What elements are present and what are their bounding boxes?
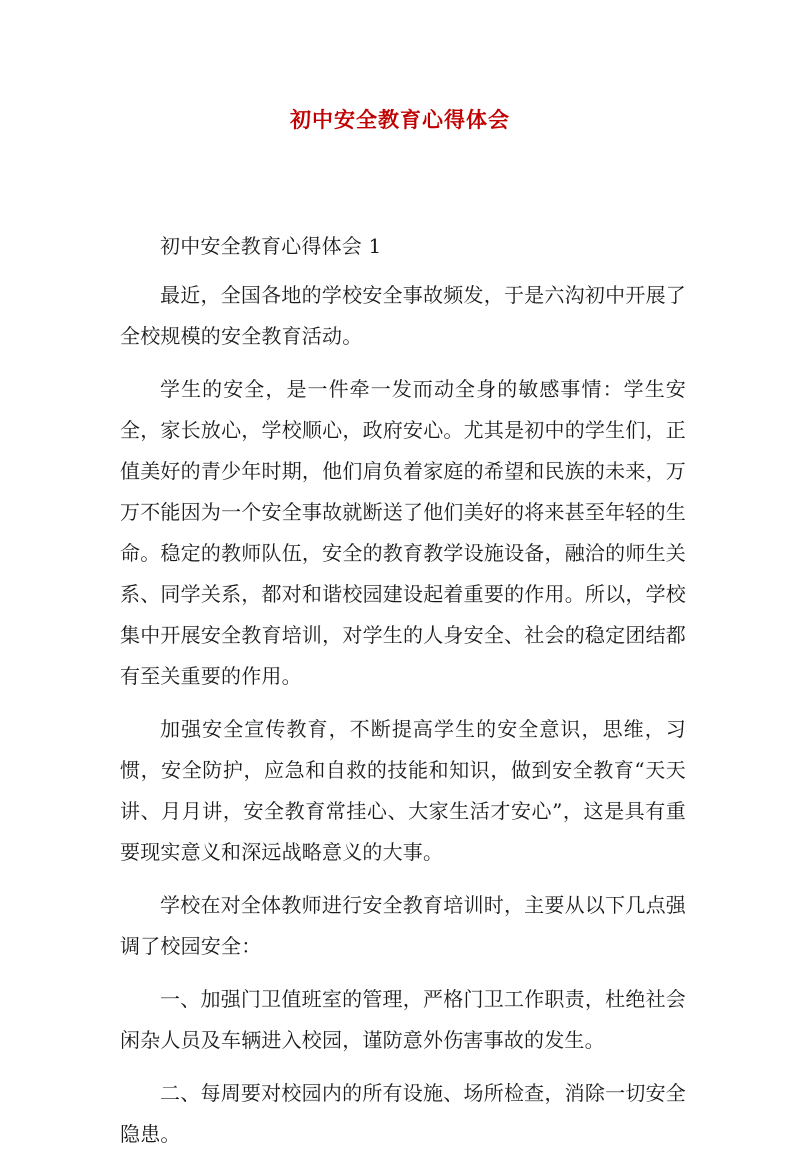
section-subtitle: 初中安全教育心得体会 1 <box>160 234 382 258</box>
paragraph-1: 最近，全国各地的学校安全事故频发，于是六沟初中开展了全校规模的安全教育活动。 <box>120 283 686 348</box>
paragraph-4: 学校在对全体教师进行安全教育培训时，主要从以下几点强调了校园安全： <box>120 893 686 958</box>
document-body <box>120 226 686 1167</box>
paragraph-5: 一、加强门卫值班室的管理，严格门卫工作职责，杜绝社会闲杂人员及车辆进入校园，谨防意外伤害事故的发生。 <box>120 987 686 1052</box>
paragraph-6: 二、每周要对校园内的所有设施、场所检查，消除一切安全隐患。 <box>120 1081 686 1146</box>
paragraph-3: 加强安全宣传教育，不断提高学生的安全意识，思维，习惯，安全防护，应急和自救的技能和知识，做到安全教育“天天讲、月月讲，安全教育常挂心、大家生活才安心”，这是具有重要现实意义和深远战略意义的大事。 <box>120 717 686 864</box>
document-title: 初中安全教育心得体会 <box>290 107 510 132</box>
paragraph-2: 学生的安全，是一件牵一发而动全身的敏感事情：学生安全，家长放心，学校顺心，政府安心。尤其是初中的学生们，正值美好的青少年时期，他们肩负着家庭的希望和民族的未来，万万不能因为一个安全事故就断送了他们美好的将来甚至年轻的生命。稳定的教师队伍，安全的教育教学设施设备，融洽的师生关系、同学关系，都对和谐校园建设起着重要的作用。所以，学校集中开展安全教育培训，对学生的人身安全、社会的稳定团结都有至关重要的作用。 <box>120 377 686 688</box>
